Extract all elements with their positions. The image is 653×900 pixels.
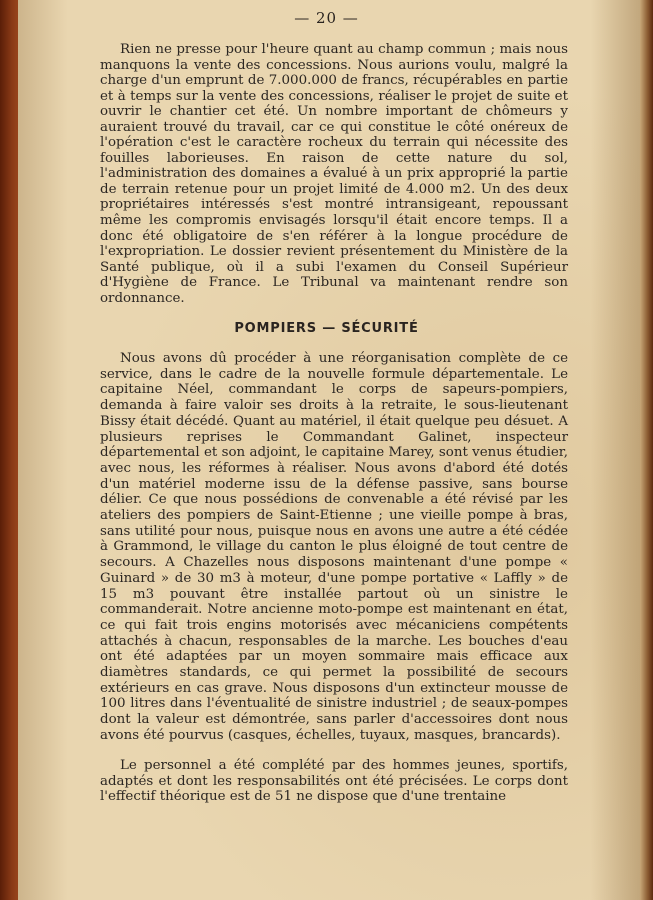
pompiers-text-block-1 <box>100 351 568 744</box>
page-edge <box>640 0 653 900</box>
pompiers-paragraph-2: Le personnel a été complété par des hommes jeunes, sportifs, adaptés et dont les responsabilités ont été précisées. Le corps dont l'effectif théorique est de 51 ne dispose que d'une trentaine <box>100 758 568 805</box>
intro-paragraph: Rien ne presse pour l'heure quant au champ commun ; mais nous manquons la vente des concessions. Nous aurions voulu, malgré la charge d'un emprunt de 7.000.000 de francs, récupérables en partie et à temps sur la vente des concessions, réaliser le projet de suite et ouvrir le chantier cet été. Un nombre important de chômeurs y auraient trouvé du travail, car ce qui constitue le côté onéreux de l'opération c'est le caractère rocheux du terrain qui nécessite des fouilles laborieuses. En raison de cette nature du sol, l'administration des domaines a évalué à un prix approprié la partie de terrain retenue pour un projet limité de 4.000 m2. Un des deux propriétaires intéressés s'est montré intransigeant, repoussant même les compromis envisagés lorsqu'il était encore temps. Il a donc été obligatoire de s'en référer à la longue procédure de l'expropriation. Le dossier revient présentement du Ministère de la Santé publique, où il a subi l'examen du Conseil Supérieur d'Hygiène de France. Le Tribunal va maintenant rendre son ordonnance. <box>100 42 568 306</box>
section-heading: POMPIERS — SÉCURITÉ <box>234 321 419 336</box>
intro-text-block <box>100 42 568 306</box>
page-number: — 20 — <box>294 9 359 27</box>
pompiers-text-block-2 <box>100 758 568 805</box>
pompiers-paragraph-1: Nous avons dû procéder à une réorganisation complète de ce service, dans le cadre de la nouvelle formule départementale. Le capitaine Néel, commandant le corps de sapeurs-pompiers, demanda à faire valoir ses droits à la retraite, le sous-lieutenant Bissy était décédé. Quant au matériel, il était quelque peu désuet. A plusieurs reprises le Commandant Galinet, inspecteur départemental et son adjoint, le capitaine Marey, sont venus étudier, avec nous, les réformes à réaliser. Nous avons d'abord été dotés d'un matériel moderne issu de la défense passive, sans bourse délier. Ce que nous possédions de convenable a été révisé par les ateliers des pompiers de Saint-Etienne ; une vieille pompe à bras, sans utilité pour nous, puisque nous en avons une autre a été cédée à Grammond, le village du canton le plus éloigné de tout centre de secours. A Chazelles nous disposons maintenant d'une pompe « Guinard » de 30 m3 à moteur, d'une pompe portative « Laffly » de 15 m3 pouvant être installée partout où un sinistre le commanderait. Notre ancienne moto-pompe est maintenant en état, ce qui fait trois engins motorisés avec mécaniciens compétents attachés à chacun, responsables de la marche. Les bouches d'eau ont été adaptées par un moyen sommaire mais efficace aux diamètres standards, ce qui permet la possibilité de secours extérieurs en cas grave. Nous disposons d'un extincteur mousse de 100 litres dans l'éventualité de sinistre industriel ; de seaux-pompes dont la valeur est démontrée, sans parler d'accessoires dont nous avons été pourvus (casques, échelles, tuyaux, masques, brancards). <box>100 351 568 743</box>
